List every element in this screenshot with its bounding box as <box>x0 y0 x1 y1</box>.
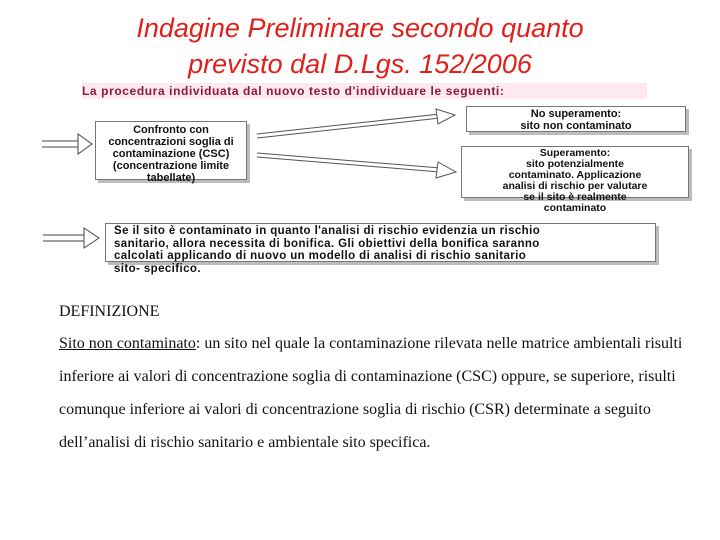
box-line: analisi di rischio per valutare <box>502 180 648 192</box>
box-line: Confronto con <box>133 124 209 136</box>
box-line: se il sito è realmente <box>523 191 627 203</box>
box-line: contaminato. Applicazione <box>508 169 642 181</box>
csc-comparison-box <box>95 121 247 184</box>
contaminated-site-box <box>105 223 656 275</box>
box-line: concentrazioni soglia di <box>108 136 234 148</box>
entry-arrow <box>42 134 92 154</box>
arrow-to-exceed <box>257 155 456 178</box>
title-line-1: Indagine Preliminare secondo quanto <box>136 13 584 43</box>
definition-paragraph <box>59 327 699 459</box>
box-line: (concentrazione limite <box>112 160 230 172</box>
definition-heading: DEFINIZIONE <box>59 303 160 320</box>
box-line: No superamento: <box>530 108 622 120</box>
procedure-intro: La procedura individuata dal nuovo testo d'individuare le seguenti: <box>82 83 647 99</box>
defined-term: Sito non contaminato <box>59 335 196 352</box>
definition-text: : un sito nel quale la contaminazione rilevata nelle matrice ambientali risulti inferiore ai valori di concentrazione soglia di contaminazione (CSC) oppure, se superiore, risulti comunque inferiore ai valori di concentrazione soglia di rischio (CSR) determinate a seguito dell’analisi di rischio sanitario e ambientale sito specifica. <box>59 335 683 451</box>
title-line-2: previsto dal D.Lgs. 152/2006 <box>188 49 532 79</box>
box-line: tabellate) <box>146 172 196 184</box>
box-line: sito- specifico. <box>114 262 201 275</box>
box-line: sito non contaminato <box>520 120 632 132</box>
box-line: Se il sito è contaminato in quanto l'analisi di rischio evidenzia un rischio <box>114 225 541 237</box>
box-line: contaminato <box>543 202 607 214</box>
definition-section <box>59 300 699 459</box>
exceedance-box <box>461 146 689 214</box>
arrow-to-contaminated <box>43 228 99 248</box>
box-line: sanitario, allora necessita di bonifica. Gli obiettivi della bonifica saranno <box>114 237 540 250</box>
box-line: Superamento: <box>539 147 611 159</box>
box-line: calcolati applicando di nuovo un modello di analisi di rischio sanitario <box>114 250 527 262</box>
arrow-to-no-exceed <box>257 109 455 136</box>
no-exceedance-box <box>466 106 686 132</box>
box-line: contaminazione (CSC) <box>112 148 230 160</box>
box-line: sito potenzialmente <box>525 158 624 170</box>
